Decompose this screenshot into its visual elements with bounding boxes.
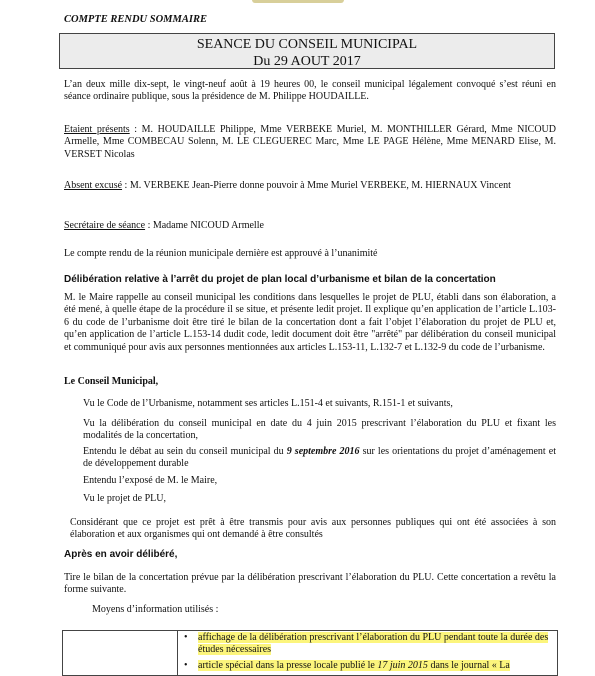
entendu-debat: Entendu le débat au sein du conseil municipal du 9 septembre 2016 sur les orientations du projet d’aménagement et de développement durable [83,446,557,470]
presents-text: : M. HOUDAILLE Philippe, Mme VERBEKE Muriel, M. MONTHILLER Gérard, Mme NICOUD Armelle, Mme COMBECAU Solenn, M. LE CLEGUEREC Marc, Mme LE PAGE Hélène, Mme MENARD Elise, M. VERSET Nicolas [64,124,556,160]
vu-deliberation: Vu la délibération du conseil municipal en date du 4 juin 2015 prescrivant l’élaboration du PLU et fixant les modalités de la concertation, [83,418,556,442]
secretaire-text: : Madame NICOUD Armelle [145,220,264,231]
absent-text: : M. VERBEKE Jean-Pierre donne pouvoir à Mme Muriel VERBEKE, M. HIERNAUX Vincent [122,180,511,191]
apres-deliberation: Après en avoir délibéré, [64,549,178,560]
tire-bilan-paragraph: Tire le bilan de la concertation prévue par la délibération prescrivant l’élaboration du PLU. Cette concertation a revêtu la forme suivante. [64,572,556,596]
list-item: • article spécial dans la presse locale publié le 17 juin 2015 dans le journal « La [192,660,557,672]
approval-paragraph: Le compte rendu de la réunion municipale dernière est approuvé à l’unanimité [64,248,378,259]
presents-paragraph [64,124,556,161]
title-box [59,33,555,69]
moyens-label: Moyens d’information utilisés : [92,604,219,615]
secretaire-label: Secrétaire de séance [64,220,146,231]
intro-paragraph: L’an deux mille dix-sept, le vingt-neuf août à 19 heures 00, le conseil municipal légalement convoqué s’est réuni en séance ordinaire publique, sous la présidence de M. Philippe HOUDAILLE. [64,79,556,103]
moyens-list [178,631,557,672]
vu-code-urbanisme: Vu le Code de l’Urbanisme, notamment ses articles L.151-4 et suivants, R.151-1 et suivants, [83,398,453,409]
entendu-expose: Entendu l’exposé de M. le Maire, [83,475,218,486]
top-decoration [252,0,344,3]
deliberation-body: M. le Maire rappelle au conseil municipal les conditions dans lesquelles le projet de PLU, établi dans son élaboration, a été mené, à quelle étape de la procédure il se situe, et présente ledit projet. Il explique qu’en application de l’article L.103-6 du code de l’urbanisme doit être tiré le bilan de la concertation dont a fait l’objet l’élaboration du projet de PLU et, qu’en application de l’article L.153-14 dudit code, ledit document doit être "arrêté" par délibération du conseil municipal et communiqué pour avis aux personnes mentionnées aux articles L.153-11, L.132-7 et L.132-9 du code de l’urbanisme. [64,292,556,353]
conseil-label: Le Conseil Municipal, [64,376,159,387]
considerant-paragraph: Considérant que ce projet est prêt à être transmis pour avis aux personnes publiques qui ont été associées à son élaboration et aux organismes qui ont demandé à être consultés [70,517,556,541]
moyens-table-left-cell [63,631,178,676]
deliberation-heading: Délibération relative à l’arrêt du projet de plan local d’urbanisme et bilan de la concertation [64,274,496,285]
secretaire-paragraph [64,220,556,232]
absent-label: Absent excusé [64,180,123,191]
vu-projet: Vu le projet de PLU, [83,493,166,504]
title-line-1: SEANCE DU CONSEIL MUNICIPAL [196,37,418,52]
presents-label: Etaient présents [64,124,130,135]
debat-date: 9 septembre 2016 [286,446,360,457]
moyens-table-right-cell [178,631,558,676]
presse-date: 17 juin 2015 [377,659,428,671]
absent-paragraph [64,180,556,192]
moyens-table [62,630,558,676]
list-item: • affichage de la délibération prescrivant l’élaboration du PLU pendant toute la durée des études nécessaires [192,632,557,657]
title-line-2: Du 29 AOUT 2017 [253,54,361,69]
document-header-label: COMPTE RENDU SOMMAIRE [64,14,207,25]
